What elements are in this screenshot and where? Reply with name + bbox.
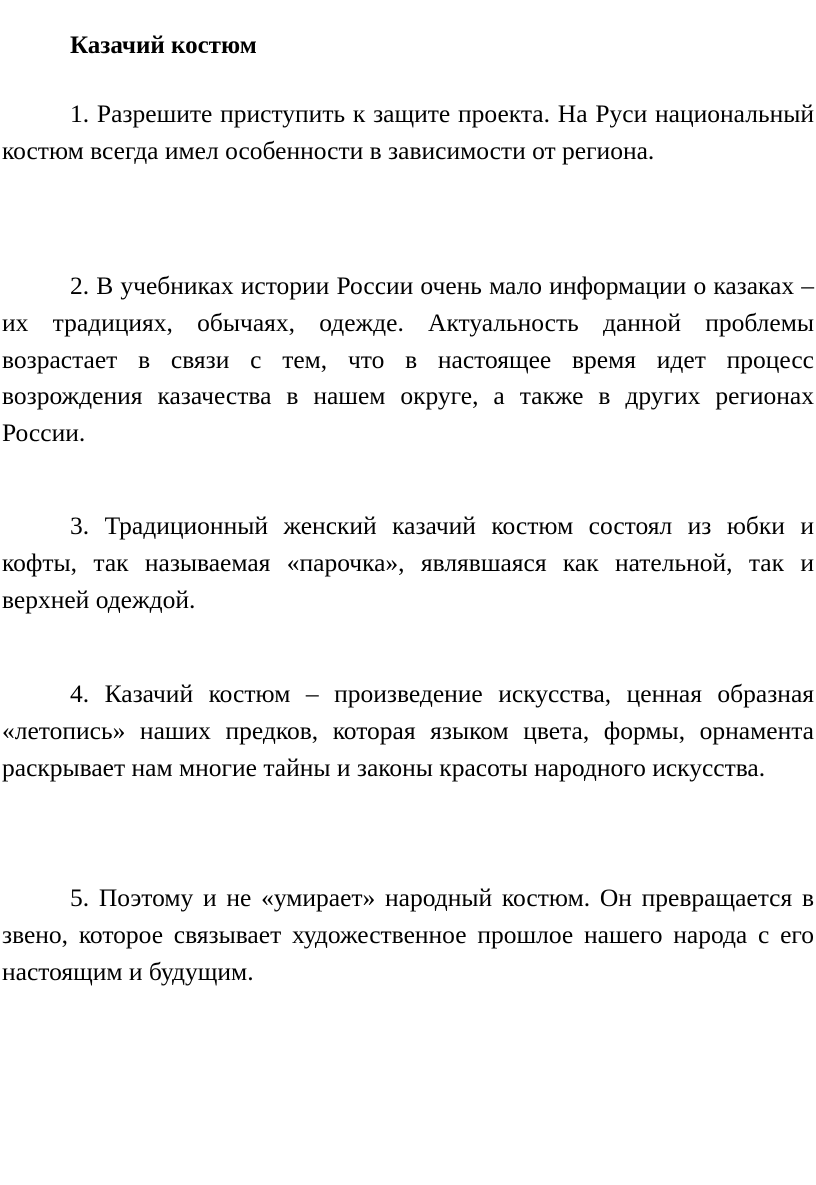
paragraph-3: 3. Традиционный женский казачий костюм состоял из юбки и кофты, так называемая «парочка», являвшаяся как нательной, так и верхней одеждой. (2, 511, 814, 614)
paragraph-1: 1. Разрешите приступить к защите проекта. На Руси национальный костюм всегда имел особенности в зависимости от региона. (2, 99, 814, 165)
paragraph-4: 4. Казачий костюм – произведение искусства, ценная образная «летопись» наших предков, которая языком цвета, формы, орнамента раскрывает нам многие тайны и законы красоты народного искусства. (2, 679, 814, 782)
document-title: Казачий костюм (70, 32, 257, 59)
paragraph-5: 5. Поэтому и не «умирает» народный костюм. Он превращается в звено, которое связывает художественное прошлое нашего народа с его настоящим и будущим. (2, 883, 814, 986)
paragraph-2: 2. В учебниках истории России очень мало информации о казаках – их традициях, обычаях, одежде. Актуальность данной проблемы возрастает в связи с тем, что в настоящее время идет процесс возрождения казачества в нашем округе, а также в других регионах России. (2, 271, 814, 448)
